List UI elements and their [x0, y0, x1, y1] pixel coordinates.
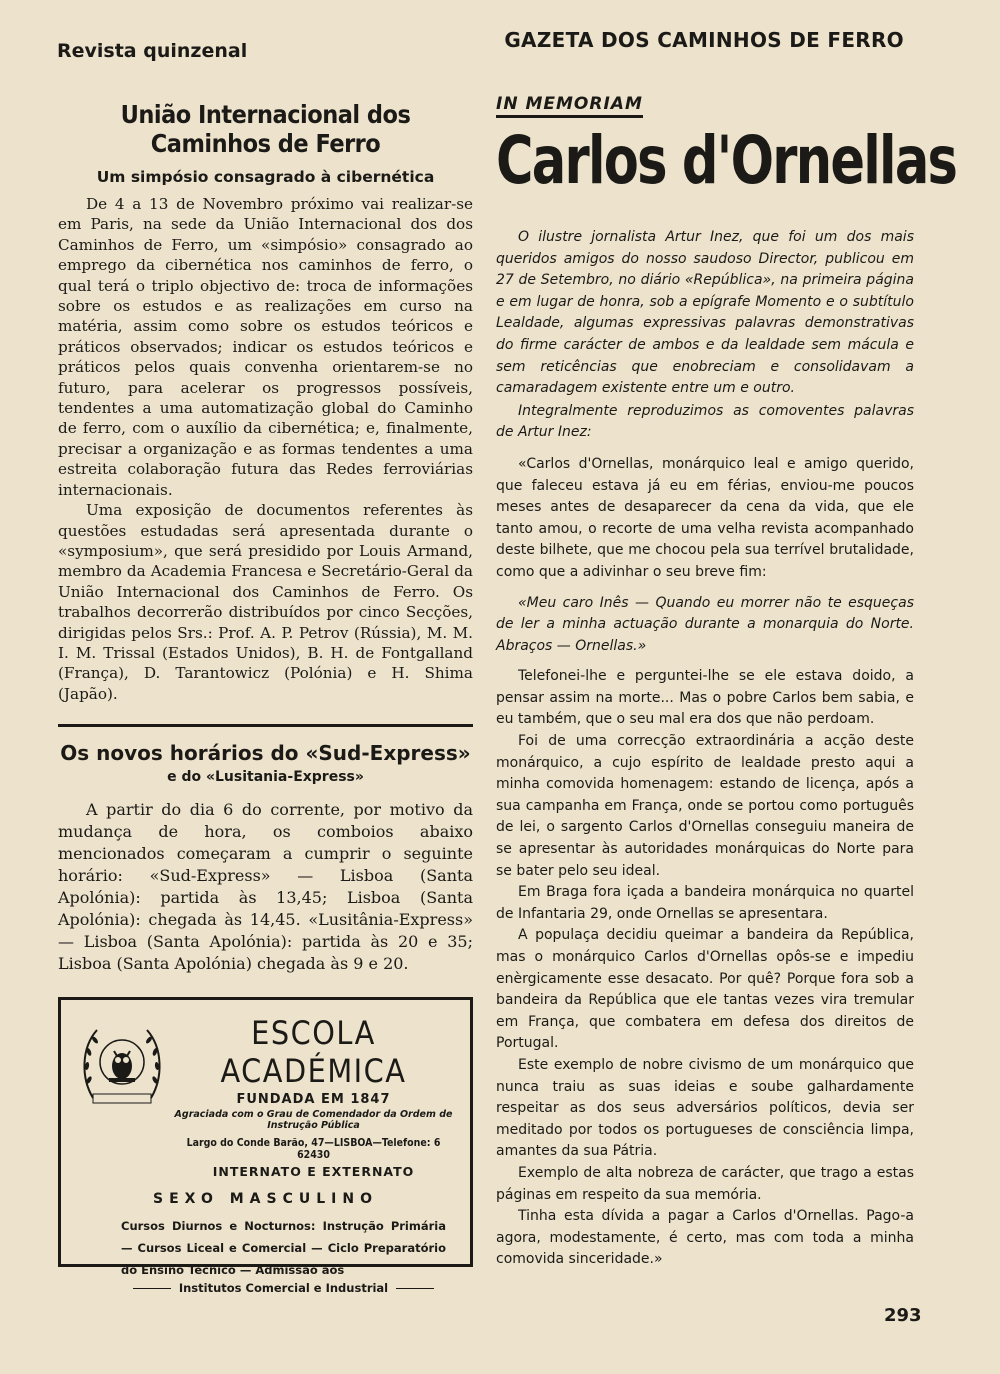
memoriam-paragraph-8: Tinha esta dívida a pagar a Carlos d'Ornellas. Pago-a agora, modestamente, é certo, mas com toda a minha comovida sinceridade.» [496, 1208, 914, 1268]
memoriam-paragraph-6: Este exemplo de nobre civismo de um monárquico que nunca traiu as suas ideias e soube galhardamente respeitar as dos seus adversários políticos, devia ser meditado por todos os portugueses de consciência limpa, amantes da sua Pátria. [496, 1056, 914, 1160]
memoriam-paragraph-5: A populaça decidiu queimar a bandeira da República, mas o monárquico Carlos d'Ornellas opôs-se e impediu enèrgicamente esse desacato. Por quê? Porque fora sob a bandeira da República que ele tantas vezes vira tremular em França, que combatera em defesa dos direitos de Portugal. [496, 927, 914, 1052]
section-divider [58, 724, 473, 727]
memoriam-paragraph-1: «Carlos d'Ornellas, monárquico leal e amigo querido, que faleceu estava já eu em férias, enviou-me poucos meses antes de desaparecer da cena da vida, que ele tanto amou, o recorte de uma velha revista acompanhado deste bilhete, que me chocou pela sua terrível brutalidade, como que a adivinhar o seu breve fim: [496, 455, 914, 580]
memoriam-paragraph-2: Telefonei-lhe e perguntei-lhe se ele estava doido, a pensar assim na morte... Mas o pobre Carlos bem sabia, e eu também, que o seu mal era dos que não perdoam. [496, 668, 914, 728]
left-column [58, 100, 473, 1296]
school-name: ESCOLA ACADÉMICA [220, 1014, 407, 1091]
school-address: Largo do Conde Barão, 47—LISBOA—Telefone: 6 62430 [186, 1137, 441, 1162]
memoriam-paragraph-4: Em Braga fora içada a bandeira monárquica no quartel de Infantaria 29, onde Ornellas se apresentara. [496, 884, 914, 922]
school-courses-last [111, 1281, 456, 1295]
school-founded: FUNDADA EM 1847 [236, 1092, 391, 1108]
school-sex: SEXO MASCULINO [153, 1191, 378, 1208]
school-honour: Agraciada com o Grau de Comendador da Ordem de Instrução Pública [174, 1109, 453, 1132]
dash-right [396, 1288, 434, 1289]
sud-article-subtitle: e do «Lusitania-Express» [167, 769, 364, 786]
dash-left [133, 1288, 171, 1289]
school-advert [58, 997, 473, 1296]
memoriam-name: Carlos d'Ornellas [496, 122, 957, 199]
school-courses-last-text: Institutos Comercial e Industrial [178, 1281, 389, 1296]
memoriam-paragraph-3: Foi de uma correcção extraordinária a acção deste monárquico, a cujo espírito de lealdade presto aqui a minha comovida homenagem: estando de licença, após a sua campanha em França, onde se portou como português de lei, o sargento Carlos d'Ornellas conseguiu maneira de se apresentar às autoridades monárquicas do Norte para se bater pelo seu ideal. [496, 733, 914, 879]
uic-paragraph-2: Uma exposição de documentos referentes às questões estudadas será apresentada durante o «symposium», que será presidido por Louis Armand, membro da Academia Francesa e Secretário-Geral da União Internacional dos Caminhos de Ferro. Os trabalhos decorrerão distribuídos por cinco Secções, dirigidas pelos Srs.: Prof. A. P. Petrov (Rússia), M. M. I. M. Trissal (Estados Unidos), B. H. de Fontgalland (França), D. Tarantowicz (Polónia) e H. Shima (Japão). [58, 501, 473, 703]
sud-paragraph: A partir do dia 6 do corrente, por motivo da mudança de hora, os comboios abaixo mencionados começaram a cumprir o seguinte horário: «Sud-Express» — Lisboa (Santa Apolónia): partida às 13,45; Lisboa (Santa Apolónia): chegada às 14,45. «Lusitânia-Express» — Lisboa (Santa Apolónia): partida às 20 e 35; Lisboa (Santa Apolónia) chegada às 9 e 20. [58, 800, 473, 974]
right-column [496, 94, 957, 1271]
uic-paragraph-1: De 4 a 13 de Novembro próximo vai realizar-se em Paris, na sede da União Internacional dos dos Caminhos de Ferro, um «simpósio» consagrado ao emprego da cibernética nos caminhos de ferro, o qual terá o triplo objectivo de: troca de informações sobre os estudos e as realizações em curso na matéria, assim como sobre os estudos teóricos e práticos observados; indicar os estudos teóricos e práticos pelos quais convenha orientarem-se no futuro, para acelerar os progressos possíveis, tendentes a uma automatização global do Caminho de ferro, com o auxílio da cibernética; e, finalmente, precisar a organização e as formas tendentes a uma estreita colaboração futura das Redes ferroviárias internacionais. [58, 195, 473, 499]
uic-article-subtitle: Um simpósio consagrado à cibernética [96, 168, 435, 186]
owl-crest-icon [79, 1018, 165, 1110]
header-left: Revista quinzenal [57, 40, 248, 62]
school-courses: Cursos Diurnos e Nocturnos: Instrução Primária — Cursos Liceal e Comercial — Ciclo Preparatório do Ensino Técnico — Admissão aos [121, 1219, 446, 1278]
page-number: 293 [884, 1305, 922, 1326]
school-boarding: INTERNATO E EXTERNATO [212, 1164, 415, 1180]
memoriam-label: IN MEMORIAM [496, 94, 643, 118]
uic-article-title: União Internacional dos Caminhos de Ferro [120, 100, 411, 158]
memoriam-intro: O ilustre jornalista Artur Inez, que foi um dos mais queridos amigos do nosso saudoso Director, publicou em 27 de Setembro, no diário «República», na primeira página e em lugar de honra, sob a epígrafe Momento e o subtítulo Lealdade, algumas expressivas palavras demonstrativas do firme carácter de ambos e da lealdade sem mácula e sem reticências que enobreciam e consolidavam a camaradagem existente entre um e outro. [496, 229, 914, 397]
header-right: GAZETA DOS CAMINHOS DE FERRO [504, 28, 904, 52]
memoriam-note: «Meu caro Inês — Quando eu morrer não te esqueças de ler a minha actuação durante a monarquia do Norte. Abraços — Ornellas.» [496, 594, 914, 654]
memoriam-intro-2: Integralmente reproduzimos as comoventes palavras de Artur Inez: [496, 402, 914, 441]
sud-article-title: Os novos horários do «Sud-Express» [60, 741, 471, 766]
memoriam-paragraph-7: Exemplo de alta nobreza de carácter, que trago a estas páginas em respeito da sua memória. [496, 1164, 914, 1203]
